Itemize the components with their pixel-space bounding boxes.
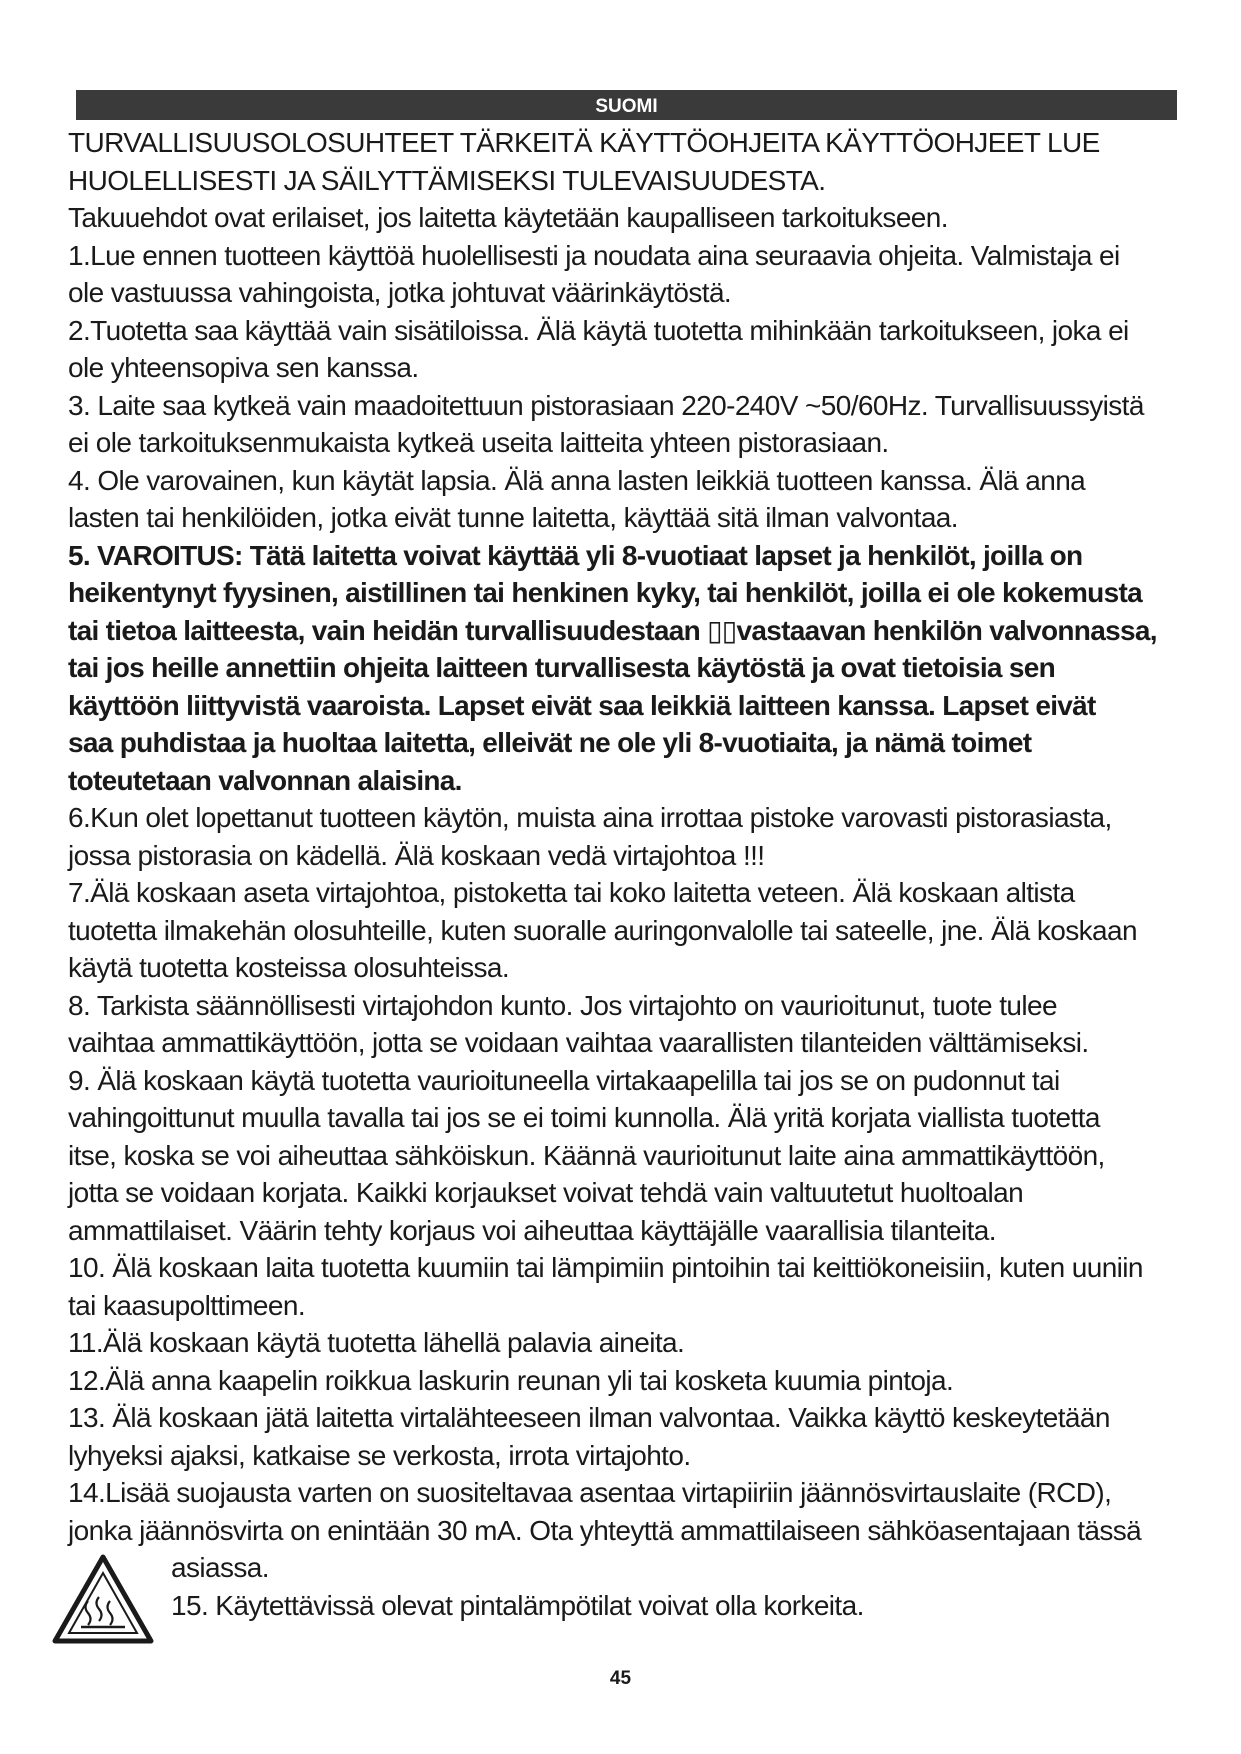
instruction-8: 8. Tarkista säännöllisesti virtajohdon kunto. Jos virtajohto on vaurioitunut, tuote tulee vaihtaa ammattikäyttöön, jotta se voidaan vaihtaa vaarallisten tilanteiden välttämiseksi. (68, 989, 1089, 1058)
instruction-12: 12.Älä anna kaapelin roikkua laskurin reunan yli tai kosketa kuumia pintoja. (68, 1364, 954, 1396)
document-title: TURVALLISUUSOLOSUHTEET TÄRKEITÄ KÄYTTÖOHJEITA KÄYTTÖOHJEET LUE HUOLELLISESTI JA SÄILYTTÄMISEKSI TULEVAISUUDESTA. (68, 127, 1100, 196)
instruction-15: 15. Käytettävissä olevat pintalämpötilat voivat olla korkeita. (171, 1589, 864, 1621)
instruction-6: 6.Kun olet lopettanut tuotteen käytön, muista aina irrottaa pistoke varovasti pistorasiasta, jossa pistorasia on kädellä. Älä koskaan vedä virtajohtoa !!! (68, 802, 1112, 871)
instruction-1: 1.Lue ennen tuotteen käyttöä huolellisesti ja noudata aina seuraavia ohjeita. Valmistaja ei ole vastuussa vahingoista, jotka johtuvat väärinkäytöstä. (68, 239, 1120, 308)
instruction-11: 11.Älä koskaan käytä tuotetta lähellä palavia aineita. (68, 1327, 685, 1358)
instruction-14-end: asiassa. (171, 1552, 269, 1583)
hot-surface-warning-block (68, 1549, 1183, 1624)
instruction-14: 14.Lisää suojausta varten on suositeltavaa asentaa virtapiiriin jäännösvirtauslaite (RCD), jonka jäännösvirta on enintään 30 mA. Ota yhteyttä ammattilaiseen sähköasentajaan tässä (68, 1477, 1142, 1546)
instruction-4: 4. Ole varovainen, kun käytät lapsia. Älä anna lasten leikkiä tuotteen kanssa. Älä anna lasten tai henkilöiden, jotka eivät tunne laitetta, käyttää sitä ilman valvontaa. (68, 464, 1086, 533)
warning-instruction-5: 5. VAROITUS: Tätä laitetta voivat käyttää yli 8-vuotiaat lapset ja henkilöt, joilla on heikentynyt fyysinen, aistillinen tai henkinen kyky, tai henkilöt, joilla ei ole kokemusta tai tietoa laitteesta, vain heidän turvallisuudestaan ▯▯vastaavan henkilön valvonnassa, tai jos heille annettiin ohjeita laitteen turvallisesta käytöstä ja ovat tietoisia sen käyttöön liittyvistä vaaroista. Lapset eivät saa leikkiä laitteen kanssa. Lapset eivät saa puhdistaa ja huoltaa laitetta, elleivät ne ole yli 8-vuotiaita, ja nämä toimet toteutetaan valvonnan alaisina. (68, 539, 1157, 796)
warranty-note: Takuuehdot ovat erilaiset, jos laitetta käytetään kaupalliseen tarkoitukseen. (68, 202, 948, 233)
instruction-13: 13. Älä koskaan jätä laitetta virtalähteeseen ilman valvontaa. Vaikka käyttö keskeytetään lyhyeksi ajaksi, katkaise se verkosta, irrota virtajohto. (68, 1402, 1110, 1471)
instruction-2: 2.Tuotetta saa käyttää vain sisätiloissa. Älä käytä tuotetta mihinkään tarkoitukseen, joka ei ole yhteensopiva sen kanssa. (68, 314, 1129, 383)
page-number: 45 (609, 1668, 632, 1689)
language-label: SUOMI (595, 96, 658, 117)
instruction-3: 3. Laite saa kytkeä vain maadoitettuun pistorasiaan 220-240V ~50/60Hz. Turvallisuussyistä ei ole tarkoituksenmukaista kytkeä useita laitteita yhteen pistorasiaan. (68, 389, 1144, 458)
instruction-10: 10. Älä koskaan laita tuotetta kuumiin tai lämpimiin pintoihin tai keittiökoneisiin, kuten uuniin tai kaasupolttimeen. (68, 1252, 1143, 1321)
hot-surface-warning-icon (51, 1553, 155, 1645)
document-body (68, 124, 1183, 1624)
instruction-9: 9. Älä koskaan käytä tuotetta vaurioituneella virtakaapelilla tai jos se on pudonnut tai vahingoittunut muulla tavalla tai jos se ei toimi kunnolla. Älä yritä korjata viallista tuotetta itse, koska se voi aiheuttaa sähköiskun. Käännä vaurioitunut laite aina ammattikäyttöön, jotta se voidaan korjata. Kaikki korjaukset voivat tehdä vain valtuutetut huoltoalan ammattilaiset. Väärin tehty korjaus voi aiheuttaa käyttäjälle vaarallisia tilanteita. (68, 1064, 1105, 1246)
language-header-bar (76, 90, 1177, 120)
instruction-7: 7.Älä koskaan aseta virtajohtoa, pistoketta tai koko laitetta veteen. Älä koskaan altista tuotetta ilmakehän olosuhteille, kuten suoralle auringonvalolle tai sateelle, jne. Älä koskaan käytä tuotetta kosteissa olosuhteissa. (68, 877, 1137, 983)
